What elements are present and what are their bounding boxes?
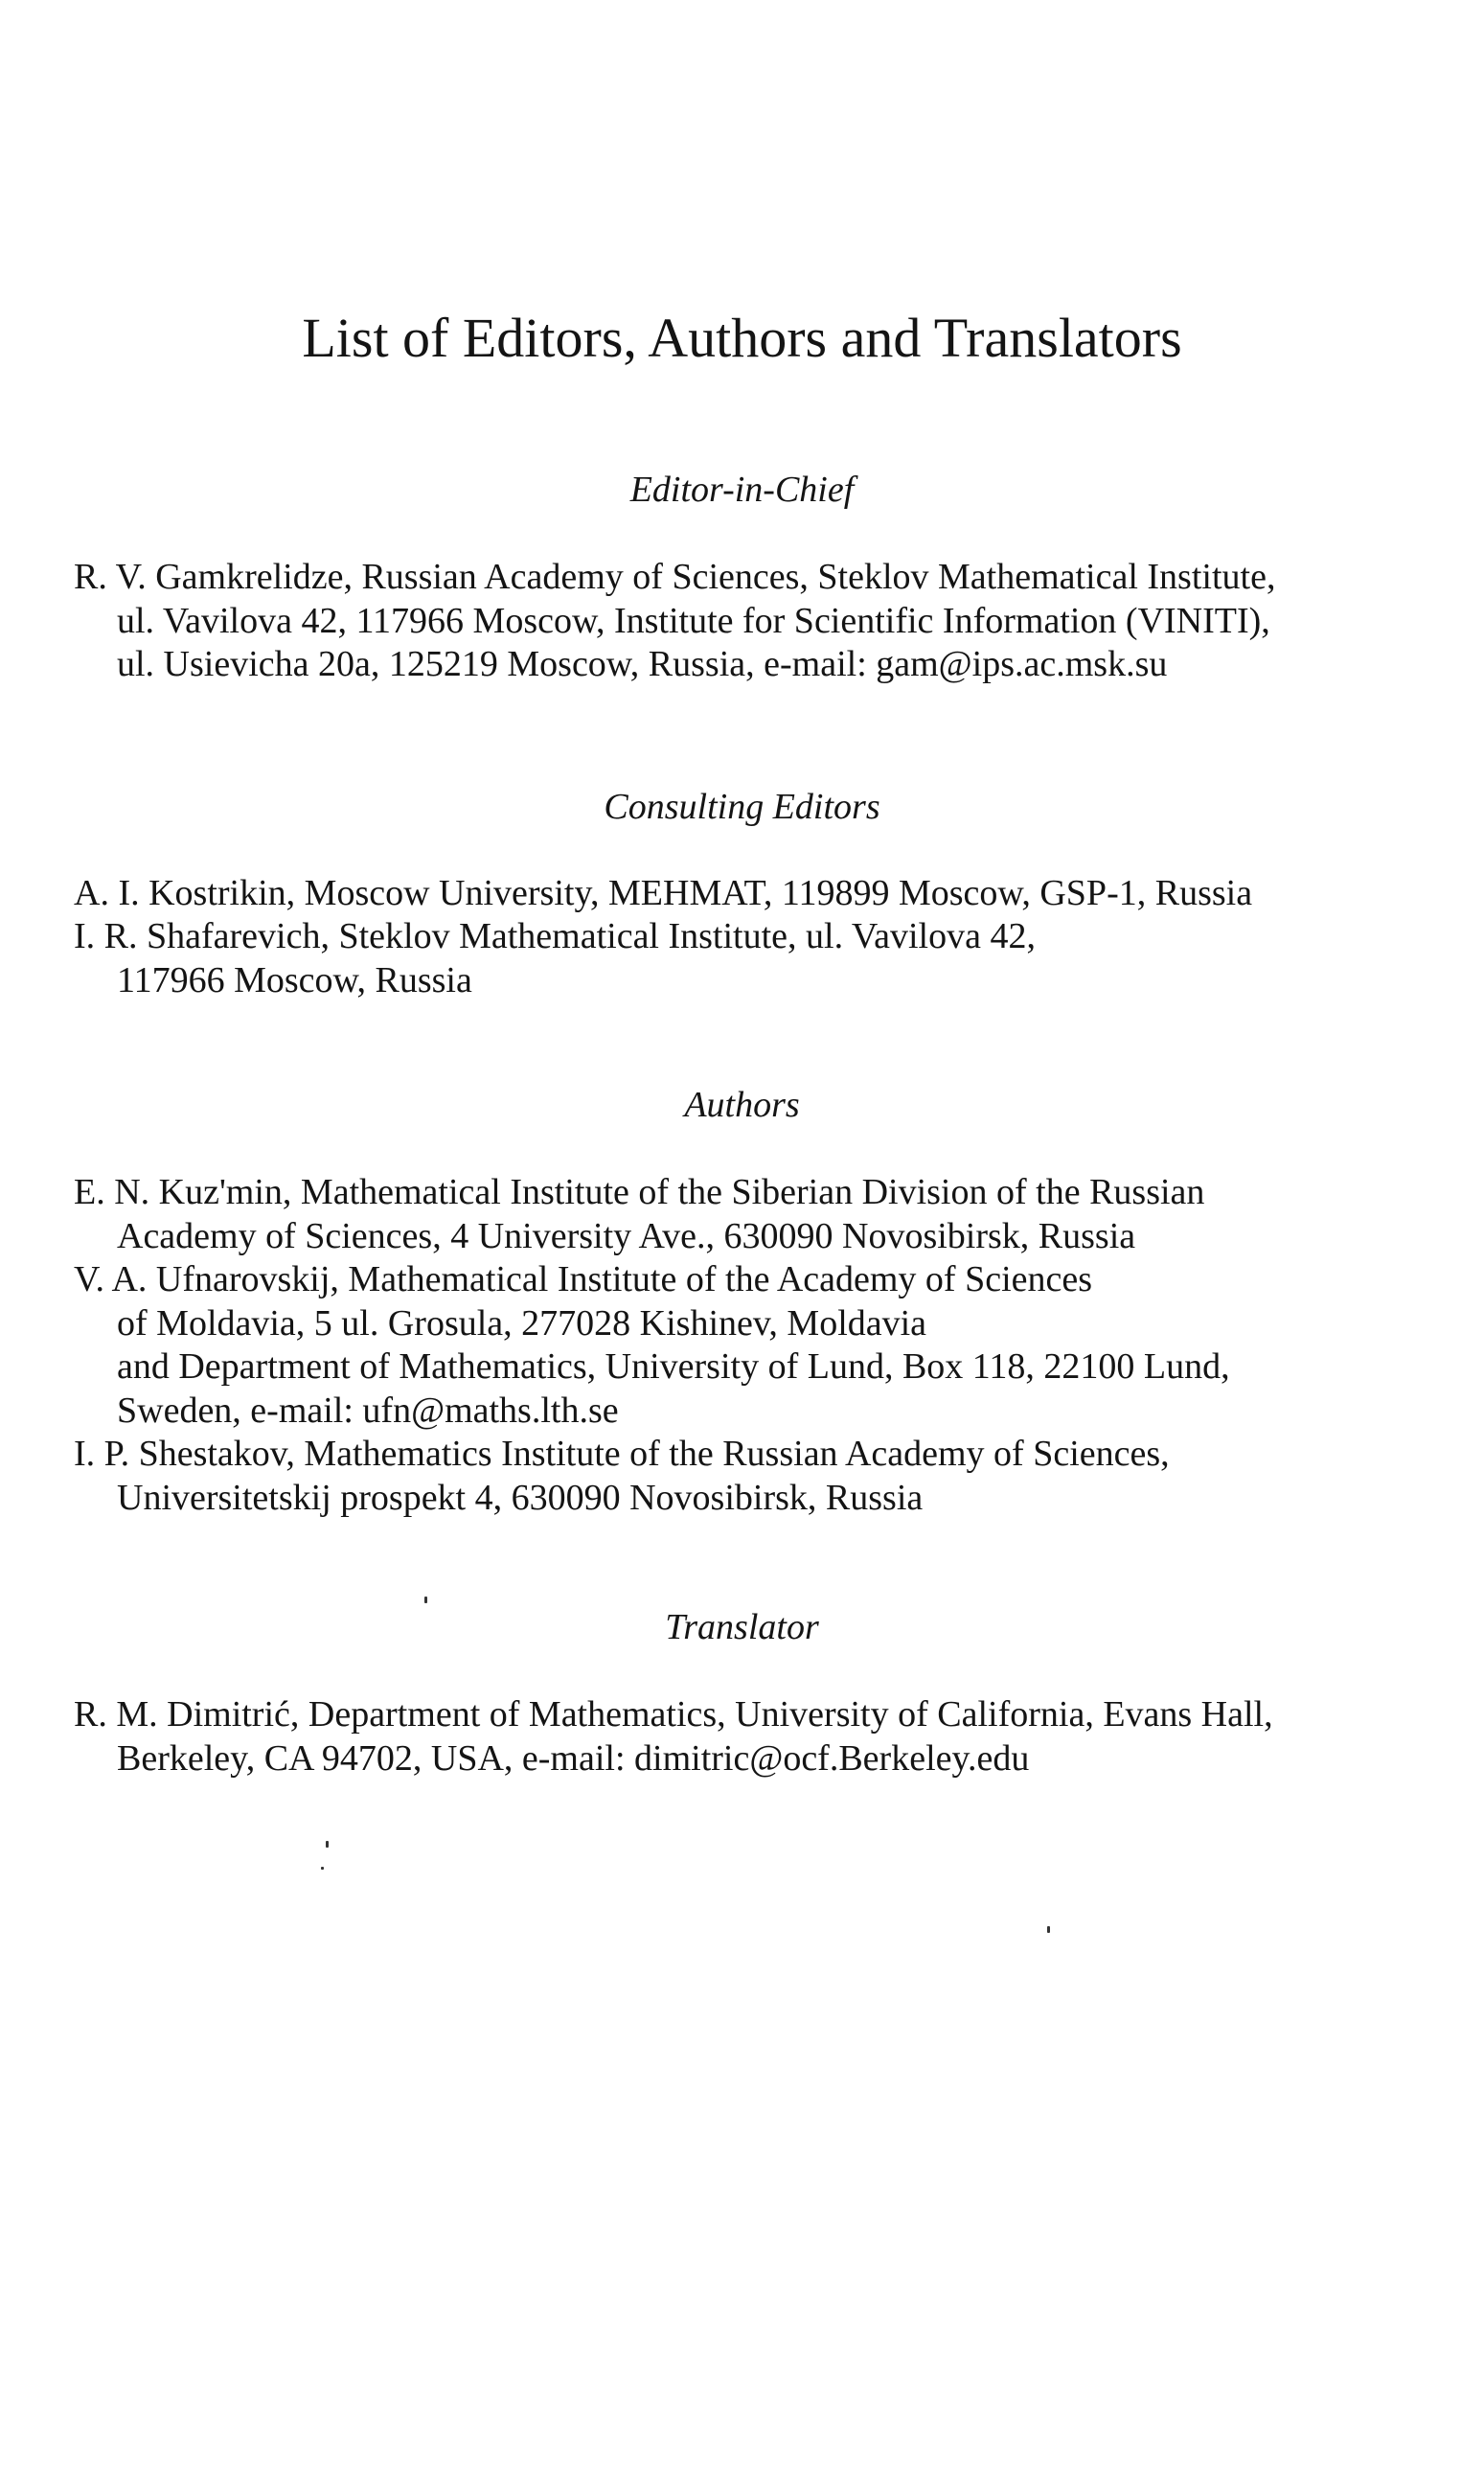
- entry-kuzmin: [74, 1171, 1434, 1258]
- heading-translator: Translator: [665, 1607, 819, 1647]
- entry-line: I. P. Shestakov, Mathematics Institute of the Russian Academy of Sciences,: [74, 1434, 1170, 1474]
- page-title: List of Editors, Authors and Translators: [302, 307, 1182, 369]
- heading-authors: Authors: [684, 1085, 800, 1125]
- entry-line: 117966 Moscow, Russia: [117, 959, 472, 1000]
- heading-editor-in-chief: Editor-in-Chief: [629, 470, 855, 510]
- entry-line: and Department of Mathematics, University of Lund, Box 118, 22100 Lund,: [117, 1346, 1230, 1387]
- entry-line: of Moldavia, 5 ul. Grosula, 277028 Kishinev, Moldavia: [117, 1302, 927, 1344]
- entry-line: E. N. Kuz'min, Mathematical Institute of the Siberian Division of the Russian: [74, 1172, 1205, 1212]
- entry-dimitric: [74, 1693, 1434, 1781]
- scan-speck: [1047, 1926, 1050, 1933]
- entry-ufnarovskij: [74, 1258, 1434, 1433]
- entry-line: R. M. Dimitrić, Department of Mathematics, University of California, Evans Hall,: [74, 1694, 1273, 1735]
- entry-line: ul. Vavilova 42, 117966 Moscow, Institute for Scientific Information (VINITI),: [117, 600, 1270, 641]
- entry-line: Academy of Sciences, 4 University Ave., 630090 Novosibirsk, Russia: [117, 1215, 1136, 1256]
- entry-line: A. I. Kostrikin, Moscow University, MEHMAT, 119899 Moscow, GSP-1, Russia: [74, 873, 1253, 913]
- entry-line: V. A. Ufnarovskij, Mathematical Institute of the Academy of Sciences: [74, 1259, 1093, 1299]
- scan-speck: [326, 1841, 329, 1848]
- entry-line: Sweden, e-mail: ufn@maths.lth.se: [117, 1390, 619, 1431]
- entry-line: Universitetskij prospekt 4, 630090 Novosibirsk, Russia: [117, 1477, 924, 1518]
- entry-line: ul. Usievicha 20a, 125219 Moscow, Russia, e-mail: gam@ips.ac.msk.su: [117, 644, 1168, 684]
- entry-kostrikin: [74, 872, 1434, 916]
- entry-line: I. R. Shafarevich, Steklov Mathematical Institute, ul. Vavilova 42,: [74, 916, 1036, 956]
- scan-speck: [321, 1867, 324, 1870]
- entry-shestakov: [74, 1433, 1434, 1520]
- heading-consulting-editors: Consulting Editors: [604, 787, 880, 827]
- entry-shafarevich: [74, 915, 1434, 1002]
- entry-line: R. V. Gamkrelidze, Russian Academy of Sciences, Steklov Mathematical Institute,: [74, 557, 1276, 597]
- scan-speck: [424, 1597, 427, 1603]
- entry-line: Berkeley, CA 94702, USA, e-mail: dimitric@ocf.Berkeley.edu: [117, 1737, 1030, 1779]
- entry-gamkrelidze: [74, 556, 1434, 687]
